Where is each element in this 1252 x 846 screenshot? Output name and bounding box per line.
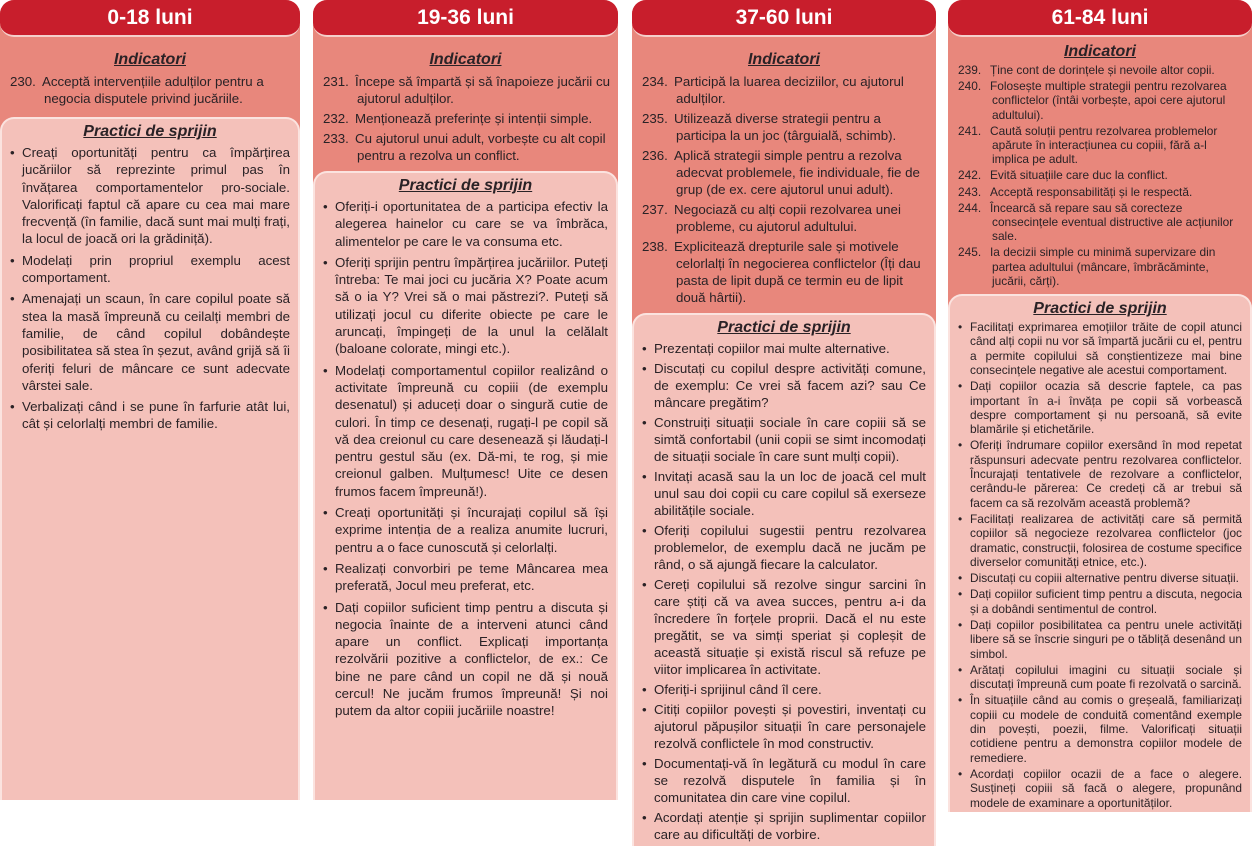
bullet-icon: • [642,469,647,484]
bullet-icon: • [323,362,328,378]
practice-item [642,809,926,843]
indicator-item [8,73,292,107]
practices-section [0,117,300,800]
practice-text: Oferiți sprijin pentru împărțirea jucăriilor. Puteți întreba: Te mai joci cu jucăria X? Poate acum să o ia Y? Vrei să o mai păstrezi?. Puteți să utilizați jocul cu diferite obiecte pe care le aruncați, împingeți de la unul la celălalt (baloane colorate, mingi etc.). [335,254,608,357]
indicator-item [956,201,1244,244]
bullet-icon: • [958,571,963,586]
bullet-icon: • [642,756,647,771]
indicator-number: 239. [958,63,982,77]
indicator-item [640,110,928,144]
practice-item [642,522,926,573]
indicator-number: 241. [958,123,982,138]
bullet-icon: • [642,341,647,356]
practice-text: Discutați cu copilul despre activități comune, de exemplu: Ce vrei să facem azi? sau Ce mâncare pregătim? [654,361,926,410]
practice-text: Modelați comportamentul copiilor realizând o activitate împreună cu copiii (de exemplu desenatul) și aduceți doar o singură cutie de culori. În timp ce desenați, rugați-l pe copil să vă dea creionul cu care desenează și lăudați-l pentru gestul său (ex. Dă-mi, te rog, și mie creionul galben. Mulțumesc! Uite ce desen frumos facem împreună!). [335,362,608,499]
column-19-36-months [313,0,618,800]
indicator-item [956,63,1244,77]
bullet-icon: • [642,415,647,430]
practice-text: Modelați prin propriul exemplu acest comportament. [22,252,290,286]
indicator-item [640,73,928,107]
column-37-60-months [632,0,936,842]
indicator-item [321,130,610,164]
practices-title: Practici de sprijin [83,123,217,140]
practice-item [323,599,608,720]
practice-item [958,587,1242,616]
practice-item [642,576,926,678]
indicator-item [956,185,1244,199]
bullet-icon: • [642,361,647,376]
indicators-section [632,37,936,313]
practice-text: Oferiți-i sprijinul când îl cere. [654,682,822,697]
practice-item [10,398,290,433]
practice-text: Citiți copiilor povești și povestiri, inventați cu ajutorul păpușilor situații în care personajele rezolvă conflictele în mod constructiv. [654,702,926,751]
indicator-text: Caută soluții pentru rezolvarea problemelor apărute în interacțiunea cu copiii, fără a-l implica pe adult. [990,123,1218,167]
indicator-text: Ia decizii simple cu minimă supervizare din partea adultului (mâncare, îmbrăcăminte, jucării, cărți). [990,245,1216,288]
indicator-number: 237. [642,202,668,217]
practice-text: Dați copiilor suficient timp pentru a discuta, negocia și a dobândi sentimentul de control. [970,587,1242,616]
practice-item [323,254,608,358]
bullet-icon: • [642,702,647,717]
indicator-text: Evită situațiile care duc la conflict. [990,168,1168,183]
indicators-section [948,37,1252,294]
practice-text: Discutați cu copiii alternative pentru diverse situații. [970,571,1239,586]
practice-text: Cereți copilului să rezolve singur sarcini în care știți că va avea succes, pentru a-i da încredere în forțele proprii. Dacă el nu este pregătit, se va simți speriat și copleșit de această situație și există riscul să refuze pe viitor implicarea în activitate. [654,577,926,677]
indicator-text: Începe să împartă și să înapoieze jucării cu ajutorul adulților. [355,74,610,106]
indicator-text: Încearcă să repare sau să corecteze consecințele eventual distructive ale acțiunilor sale. [990,200,1234,244]
practice-item [958,512,1242,569]
practice-item [642,681,926,698]
practice-text: Acordați atenție și sprijin suplimentar copiilor care au dificultăți de vorbire. [654,810,926,842]
indicator-item [956,124,1244,167]
indicator-text: Acceptă responsabilități și le respectă. [990,184,1193,199]
practice-item [958,663,1242,692]
bullet-icon: • [642,810,647,825]
indicator-item [956,79,1244,122]
practice-item [958,379,1242,436]
bullet-icon: • [958,587,963,602]
practice-text: Amenajați un scaun, în care copilul poate să stea la masă împreună cu ceilalți membri de familie, de când copilul dobândește posibilitatea să stea în șezut, având grijă să îi oferiți feluri de mâncare ce sunt adecvate vârstei sale. [22,291,290,393]
indicator-text: Folosește multiple strategii pentru rezolvarea conflictelor (întâi vorbește, apoi cere ajutorul adultului). [990,79,1227,122]
practice-text: Oferiți copilului sugestii pentru rezolvarea problemelor, de exemplu dacă ne jucăm pe rând, o să ajungă fiecare la calculator. [654,523,926,572]
practice-text: Oferiți-i oportunitatea de a participa efectiv la alegerea hainelor cu care se va îmbrăca, alimentelor pe care le va consuma etc. [335,199,608,249]
practice-item [323,504,608,556]
indicator-number: 234. [642,74,668,89]
indicator-text: Participă la luarea deciziilor, cu ajutorul adulților. [674,74,904,106]
indicator-number: 233. [323,131,349,146]
bullet-icon: • [642,682,647,697]
bullet-icon: • [958,693,963,708]
practice-item [642,360,926,411]
practices-section [948,294,1252,812]
indicator-number: 245. [958,245,982,260]
practice-item [958,438,1242,509]
practice-item [10,252,290,287]
bullet-icon: • [958,662,963,677]
indicator-number: 232. [323,111,349,126]
bullet-icon: • [642,523,647,538]
practice-item [958,320,1242,377]
bullet-icon: • [323,599,328,615]
column-61-84-months [948,0,1252,810]
practice-text: Acordați copiilor ocazii de a face o alegere. Susțineți copiii să facă o alegere, propunând modele de examinare a oportunităților. [970,766,1242,810]
practice-item [642,701,926,752]
practice-text: Construiți situații sociale în care copiii să se simtă confortabil (unii copii se simt incomodați de situații sociale în care sunt mulți copii). [654,415,926,464]
bullet-icon: • [958,379,963,394]
bullet-icon: • [958,511,963,526]
practice-text: Creați oportunități și încurajați copilul să își exprime intenția de a realiza anumite lucruri, pentru a o face cunoscută și celorlalți. [335,505,608,555]
practice-item [958,767,1242,810]
practices-title: Practici de sprijin [398,177,533,194]
practice-text: Arătați copilului imagini cu situații sociale și discutați împreună cum poate fi rezolvată o sarcină. [970,662,1242,692]
indicators-section [313,37,618,171]
bullet-icon: • [10,252,15,268]
practices-title: Practici de sprijin [1033,300,1167,318]
indicator-text: Cu ajutorul unui adult, vorbește cu alt copil pentru a rezolva un conflict. [355,131,606,163]
indicator-number: 244. [958,200,982,215]
practice-item [958,693,1242,764]
indicators-title: Indicatori [747,51,820,68]
practice-item [323,362,608,500]
bullet-icon: • [10,399,15,415]
indicators-section [0,37,300,117]
indicator-item [640,201,928,235]
practice-text: Creați oportunități pentru ca împărțirea jucăriilor să reprezinte primul pas în învățarea comportamentelor pro-sociale. Valorificați faptul că apare cu cea mai mare frecvență (în familie, dacă sunt mai mulți frați, la locul de joacă ori la grădiniță). [22,145,290,247]
indicator-number: 231. [323,74,349,89]
indicators-title: Indicatori [1063,43,1136,60]
bullet-icon: • [323,199,328,214]
indicator-item [640,147,928,198]
age-group-header: 37-60 luni [632,0,936,37]
practice-item [323,198,608,250]
bullet-icon: • [10,291,15,307]
indicator-number: 242. [958,168,982,183]
age-group-header: 19-36 luni [313,0,618,37]
indicator-number: 235. [642,111,668,126]
indicator-number: 240. [958,79,982,94]
practice-text: În situațiile când au comis o greșeală, familiarizați copiii cu modele de conduită comentând exemple din povești, poezii, filme. Valorificați situații cotidiene pentru a demonstra copiilor modele de remediere. [970,693,1242,765]
bullet-icon: • [10,145,15,160]
indicator-number: 238. [642,239,668,254]
practice-text: Realizați convorbiri pe teme Mâncarea mea preferată, Jocul meu preferat, etc. [335,560,608,594]
indicator-text: Utilizează diverse strategii pentru a participa la un joc (târguială, schimb). [674,111,897,143]
bullet-icon: • [958,320,963,335]
indicator-item [956,245,1244,288]
practice-item [958,618,1242,661]
indicator-text: Acceptă intervențiile adulților pentru a negocia disputele privind jucăriile. [42,74,264,106]
practice-text: Dați copiilor posibilitatea ca pentru unele activități libere să se înscrie singuri pe o tăbliță desenând un simbol. [970,617,1242,661]
indicator-number: 230. [10,74,36,89]
practice-text: Documentați-vă în legătură cu modul în care se rezolvă disputele în familia și în comunitatea din care vine copilul. [654,756,926,805]
bullet-icon: • [958,617,963,632]
bullet-icon: • [323,505,328,521]
bullet-icon: • [323,254,328,270]
practice-text: Prezentați copiilor mai multe alternative. [654,341,890,356]
practice-item [642,468,926,519]
bullet-icon: • [958,766,963,781]
indicator-text: Ține cont de dorințele și nevoile altor copii. [990,63,1215,77]
bullet-icon: • [958,438,963,453]
indicator-text: Menționează preferințe și intenții simple. [355,111,593,126]
practice-text: Dați copiilor ocazia să descrie faptele, ca pas important în a-i învăța pe copii să vorbească despre comportament și nu persoană, să evite blamările și etichetările. [970,379,1242,437]
indicator-text: Negociază cu alți copii rezolvarea unei probleme, cu ajutorul adultului. [674,202,901,234]
indicator-item [321,73,610,107]
practice-item [642,755,926,806]
indicators-title: Indicatori [429,51,502,68]
practice-text: Dați copiilor suficient timp pentru a discuta și negocia înainte de a interveni atunci când apare un conflict. Explicați importanța rezolvării pozitive a conflictelor, de ex.: Ce bine ne pare când un copil ne dă și nouă cercul! Ne jucăm frumos împreună! Și noi putem da altor copiii jucăriile noastre! [335,599,608,719]
indicator-item [640,238,928,306]
practice-text: Verbalizați când i se pune în farfurie atât lui, cât și celorlalți membri de familie. [22,399,290,432]
practice-text: Facilitați exprimarea emoțiilor trăite de copil atunci când alți copii nu vor să împartă jucării cu el, pentru a permite copilului să conștientizeze mai bine consecințele negative ale acestui comportament. [970,320,1242,377]
practice-item [10,144,290,248]
indicators-title: Indicatori [113,51,186,68]
practice-item [642,414,926,465]
indicator-text: Explicitează drepturile sale și motivele celorlalți în negocierea conflictelor (Îți dau pasta de lipit după ce termin eu de lipit două hârtii). [674,239,921,305]
age-group-header: 0-18 luni [0,0,300,37]
practice-item [323,560,608,595]
indicator-number: 243. [958,184,982,199]
practice-item [642,340,926,357]
practices-section [632,313,936,846]
practice-text: Oferiți îndrumare copiilor exersând în mod repetat răspunsuri adecvate pentru rezolvarea conflictelor. Încurajați tentativele de rezolvare a conflictelor, cerându-le părerea: Ce credeți că ar trebui să facem ca să rezolvăm această problemă? [970,438,1242,510]
indicator-item [321,110,610,127]
bullet-icon: • [323,560,328,576]
practices-title: Practici de sprijin [717,319,851,336]
practice-item [958,571,1242,585]
age-group-header: 61-84 luni [948,0,1252,37]
practice-text: Invitați acasă sau la un loc de joacă cel mult unul sau doi copii cu care copilul să exerseze abilitățile sociale. [654,469,926,518]
practice-text: Facilitați realizarea de activități care să permită copiilor să negocieze rezolvarea conflictelor (joc dramatic, construcții, folosirea de costume specifice diverselor comunități etnice, etc.). [970,511,1242,569]
indicator-text: Aplică strategii simple pentru a rezolva adecvat problemele, fie individuale, fie de grup (de ex. cere ajutorul unui adult). [674,148,920,197]
indicator-number: 236. [642,148,668,163]
column-0-18-months [0,0,300,800]
bullet-icon: • [642,577,647,592]
practices-section [313,171,618,800]
practice-item [10,290,290,394]
indicator-item [956,168,1244,182]
